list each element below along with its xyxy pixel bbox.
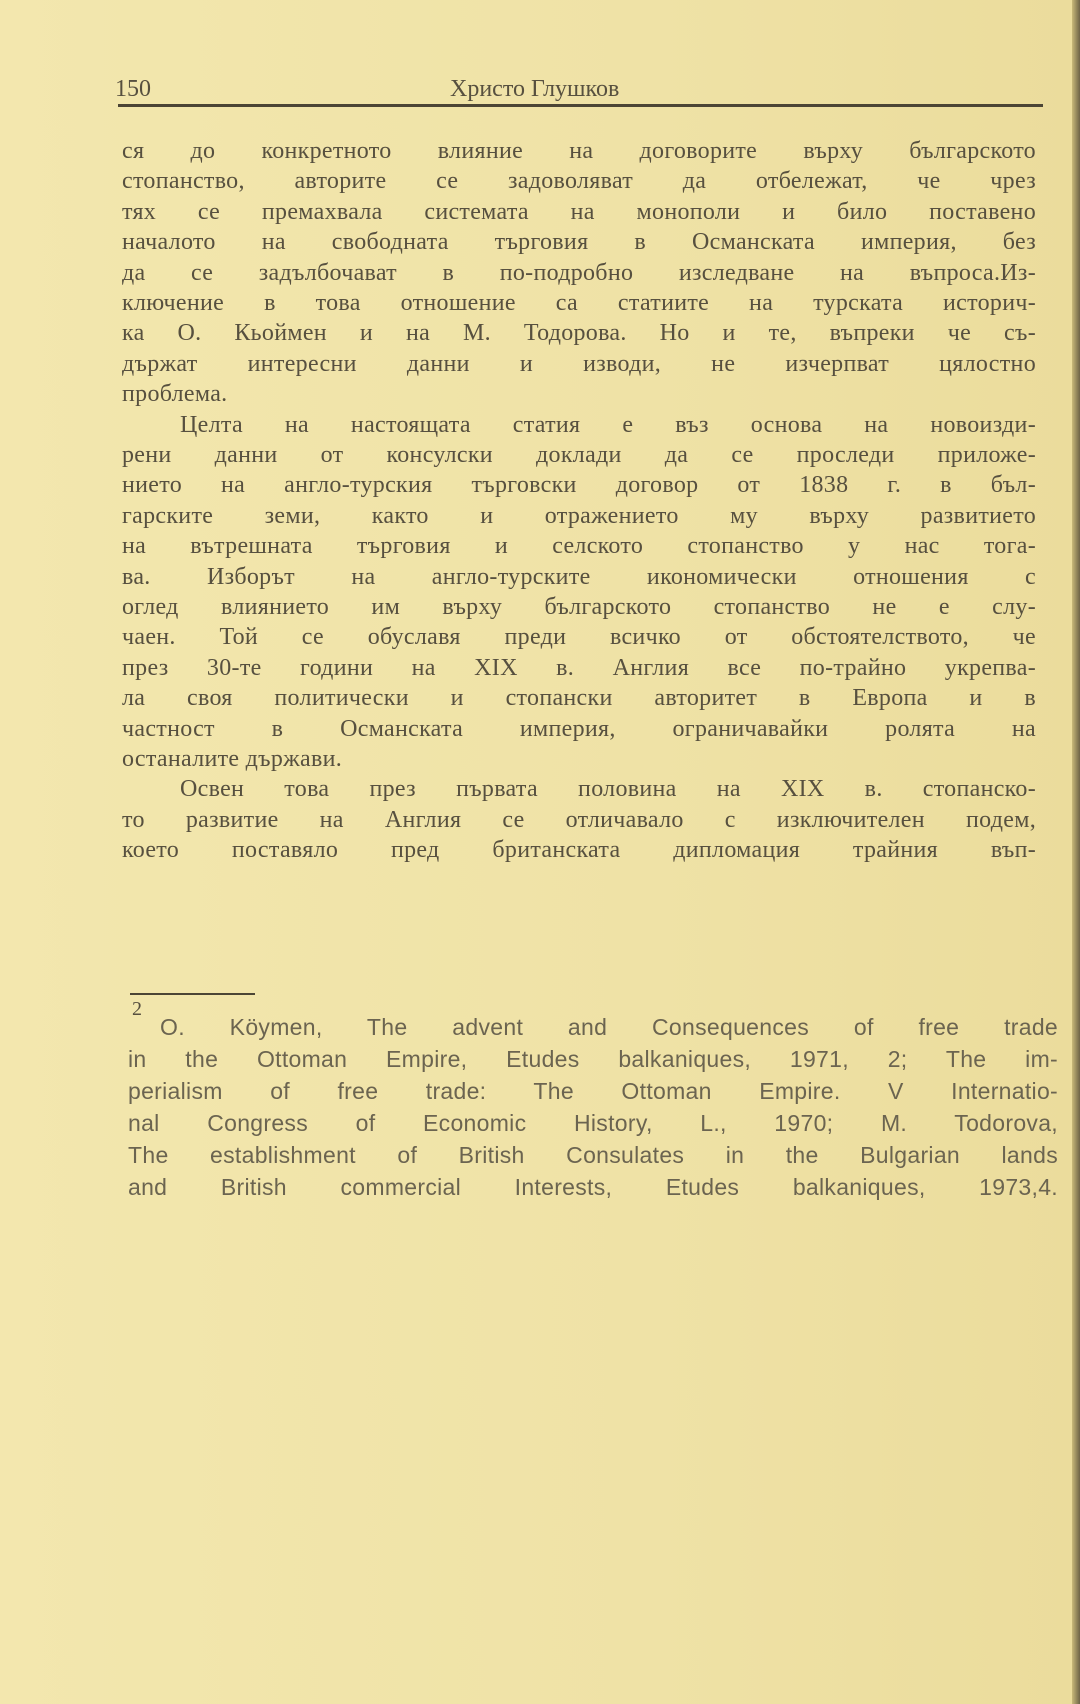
footnote-line: and British commercial Interests, Etudes balkaniques, 1973,4. xyxy=(128,1174,1058,1200)
text-line: ся до конкретното влияние на договорите върху българското xyxy=(122,138,1036,164)
text-line: оглед влиянието им върху българското стопанство не е слу- xyxy=(122,594,1036,620)
text-line: стопанство, авторите се задоволяват да отбележат, че чрез xyxy=(122,168,1036,195)
text-line: чаен. Той се обуславя преди всичко от обстоятелството, че xyxy=(122,624,1036,651)
text-line: тях се премахвала системата на монополи и било поставено xyxy=(122,198,1036,225)
text-line: ва. Изборът на англо-турските икономически отношения с xyxy=(122,563,1036,590)
text-line: рени данни от консулски доклади да се проследи приложе- xyxy=(122,442,1036,468)
text-line: Освен това през първата половина на XIX в. стопанско- xyxy=(180,776,1036,803)
text-line: ка О. Кьоймен и на М. Тодорова. Но и те, въпреки че съ- xyxy=(122,320,1036,347)
text-line: проблема. xyxy=(122,381,228,408)
text-line: то развитие на Англия се отличавало с изключителен подем, xyxy=(122,806,1036,833)
header-rule xyxy=(118,104,1043,107)
text-line: което поставяло пред британската дипломация трайния въп- xyxy=(122,837,1036,864)
text-line: да се задълбочават в по-подробно изследване на въпроса.Из- xyxy=(122,259,1036,286)
text-line: началото на свободната търговия в Османската империя, без xyxy=(122,229,1036,256)
text-line: ключение в това отношение са статиите на турската историч- xyxy=(122,290,1036,316)
text-line: Целта на настоящата статия е въз основа на новоизди- xyxy=(180,411,1036,438)
footnote-line: The establishment of British Consulates in the Bulgarian lands xyxy=(128,1142,1058,1168)
footnote-line: in the Ottoman Empire, Etudes balkaniques, 1971, 2; The im- xyxy=(128,1046,1058,1072)
footnote-marker: 2 xyxy=(132,998,142,1020)
page-number: 150 xyxy=(115,76,151,102)
text-line: ла своя политически и стопански авторитет в Европа и в xyxy=(122,685,1036,712)
footnote-line: perialism of free trade: The Ottoman Empire. V Internatio- xyxy=(128,1078,1058,1104)
text-line: на вътрешната търговия и селското стопанство у нас тога- xyxy=(122,533,1036,560)
footnote-line: O. Köymen, The advent and Consequences of free trade xyxy=(160,1014,1058,1040)
text-line: нието на англо-турския търговски договор от 1838 г. в бъл- xyxy=(122,472,1036,499)
text-line: държат интересни данни и изводи, не изчерпват цялостно xyxy=(122,350,1036,377)
footnote-rule xyxy=(130,993,255,995)
text-line: гарските земи, както и отражението му върху развитието xyxy=(122,502,1036,529)
text-line: през 30-те години на XIX в. Англия все по-трайно укрепва- xyxy=(122,654,1036,681)
text-line: частност в Османската империя, ограничавайки ролята на xyxy=(122,715,1036,742)
page-edge xyxy=(1072,0,1080,1704)
text-line: останалите държави. xyxy=(122,746,343,772)
running-header: Христо Глушков xyxy=(450,76,620,102)
footnote-line: nal Congress of Economic History, L., 1970; M. Todorova, xyxy=(128,1110,1058,1136)
